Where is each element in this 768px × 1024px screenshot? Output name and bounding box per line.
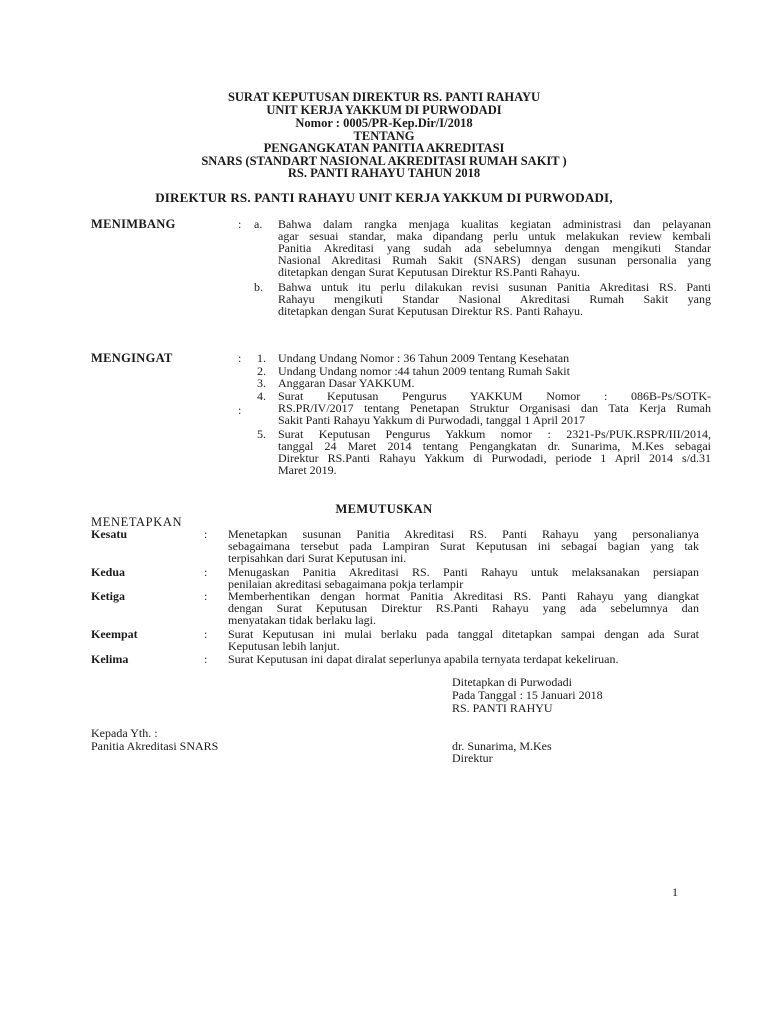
text-line: Maret 2019. [278, 463, 337, 477]
text-line: Nasional Akreditasi Rumah Sakit (SNARS) dengan susunan personalia yang [278, 253, 711, 267]
keempat-label: Keempat [91, 627, 138, 641]
text-line: Bahwa untuk itu perlu dilakukan revisi susunan Panitia Akreditasi RS. Panti [278, 280, 711, 294]
keempat-text [228, 628, 699, 652]
kelima-text: Surat Keputusan ini dapat diralat seperlunya apabila ternyata terdapat kekeliruan. [228, 652, 619, 666]
kedua-label: Kedua [91, 565, 126, 579]
signatory-title: Direktur [452, 751, 493, 765]
text-line: Menetapkan susunan Panitia Akreditasi RS. Panti Rahayu yang personalianya [228, 527, 699, 541]
unit-line: UNIT KERJA YAKKUM DI PURWODADI [266, 103, 502, 117]
mengingat-marker-1: 1. [257, 351, 266, 365]
menetapkan-label: MENETAPKAN [91, 515, 183, 529]
text-line: ditetapkan dengan Surat Keputusan Direktur RS.Panti Rahayu. [278, 265, 580, 279]
snars-line: SNARS (STANDART NASIONAL AKREDITASI RUMAH SAKIT ) [201, 154, 567, 168]
mengingat-item-4 [278, 390, 711, 426]
signature-place: Ditetapkan di Purwodadi [452, 675, 572, 689]
page-number: 1 [672, 885, 678, 899]
kesatu-label: Kesatu [91, 527, 127, 541]
mengingat-marker-3: 3. [257, 376, 266, 390]
signature-date: Pada Tanggal : 15 Januari 2018 [452, 688, 603, 702]
mengingat-marker-4: 4. [257, 389, 266, 403]
mengingat-item-3: Anggaran Dasar YAKKUM. [278, 376, 415, 390]
ketiga-label: Ketiga [91, 589, 125, 603]
kesatu-colon: : [204, 527, 208, 541]
menimbang-marker-b: b. [254, 280, 263, 294]
memutuskan-heading: MEMUTUSKAN [335, 502, 433, 516]
decree-title: SURAT KEPUTUSAN DIREKTUR RS. PANTI RAHAYU [227, 90, 541, 104]
menimbang-item-b [278, 281, 711, 317]
director-line: DIREKTUR RS. PANTI RAHAYU UNIT KERJA YAKKUM DI PURWODADI, [155, 190, 613, 205]
tentang-line: TENTANG [353, 129, 415, 143]
text-line: RS.PR/IV/2017 tentang Penetapan Struktur Organisasi dan Tata Kerja Rumah [278, 401, 711, 415]
recipient-to: Kepada Yth. : [91, 726, 158, 740]
text-line: terpisahkan dari Surat Keputusan ini. [228, 551, 407, 565]
mengingat-item-1: Undang Undang Nomor : 36 Tahun 2009 Tentang Kesehatan [278, 351, 570, 365]
signature-org: RS. PANTI RAHYU [452, 701, 553, 715]
text-line: Rahayu mengikuti Standar Nasional Akreditasi Rumah Sakit yang [278, 292, 711, 306]
text-line: Panitia Akreditasi yang sudah ada sebelumnya dengan mengikuti Standar [278, 241, 711, 255]
text-line: penilaian akreditasi sebagaimana pokja terlampir [228, 577, 464, 591]
mengingat-marker-2: 2. [257, 364, 266, 378]
text-line: menyatakan tidak berlaku lagi. [228, 613, 376, 627]
text-line: Menugaskan Panitia Akreditasi RS. Panti Rahayu untuk melaksanakan persiapan [228, 565, 699, 579]
text-line: Surat Keputusan Pengurus YAKKUM Nomor : 086B-Ps/SOTK- [278, 389, 711, 403]
text-line: Keputusan lebih lanjut. [228, 639, 340, 653]
text-line: Bahwa dalam rangka menjaga kualitas kegiatan administrasi dan pelayanan [278, 217, 711, 231]
subject-line: PENGANGKATAN PANITIA AKREDITASI [263, 141, 505, 155]
kelima-label: Kelima [91, 652, 129, 666]
mengingat-colon-2: : [238, 403, 242, 417]
text-line: agar sesuai standar, maka dipandang perlu untuk melakukan review kembali [278, 229, 711, 243]
text-line: dengan Surat Keputusan Direktur RS.Panti Rahayu yang ada sebelumnya dan [228, 601, 699, 615]
menimbang-label: MENIMBANG [91, 217, 176, 231]
kedua-colon: : [204, 565, 208, 579]
menimbang-item-a [278, 218, 711, 278]
recipient-name: Panitia Akreditasi SNARS [91, 739, 219, 753]
year-line: RS. PANTI RAHAYU TAHUN 2018 [287, 166, 481, 180]
menimbang-marker-a: a. [254, 217, 263, 231]
mengingat-marker-5: 5. [257, 427, 266, 441]
text-line: ditetapkan dengan Surat Keputusan Direktur RS. Panti Rahayu. [278, 304, 583, 318]
text-line: Surat Keputusan ini mulai berlaku pada tanggal ditetapkan sampai dengan ada Surat [228, 627, 699, 641]
kesatu-text [228, 528, 699, 564]
text-line: Direktur RS.Panti Rahayu Yakkum di Purwodadi, periode 1 April 2014 s/d.31 [278, 451, 711, 465]
text-line: Surat Keputusan Pengurus Yakkum nomor : 2321-Ps/PUK.RSPR/III/2014, [278, 427, 711, 441]
kedua-text [228, 566, 699, 590]
ketiga-colon: : [204, 589, 208, 603]
decree-number: Nomor : 0005/PR-Kep.Dir/I/2018 [295, 116, 473, 130]
mengingat-label: MENGINGAT [91, 351, 173, 365]
mengingat-item-5 [278, 428, 711, 476]
text-line: Sakit Panti Rahayu Yakkum di Purwodadi, tanggal 1 April 2017 [278, 413, 585, 427]
signatory-name: dr. Sunarima, M.Kes [452, 739, 552, 753]
menimbang-colon: : [238, 217, 242, 231]
ketiga-text [228, 590, 699, 626]
keempat-colon: : [204, 627, 208, 641]
text-line: tanggal 24 Maret 2014 tentang Pengangkatan dr. Sunarima, M.Kes sebagai [278, 439, 711, 453]
kelima-colon: : [204, 652, 208, 666]
text-line: Memberhentikan dengan hormat Panitia Akreditasi RS. Panti Rahayu yang diangkat [228, 589, 699, 603]
mengingat-colon: : [238, 351, 242, 365]
text-line: sebagaimana tersebut pada Lampiran Surat Keputusan ini sebagai bagian yang tak [228, 539, 699, 553]
mengingat-item-2: Undang Undang nomor :44 tahun 2009 tentang Rumah Sakit [278, 364, 570, 378]
